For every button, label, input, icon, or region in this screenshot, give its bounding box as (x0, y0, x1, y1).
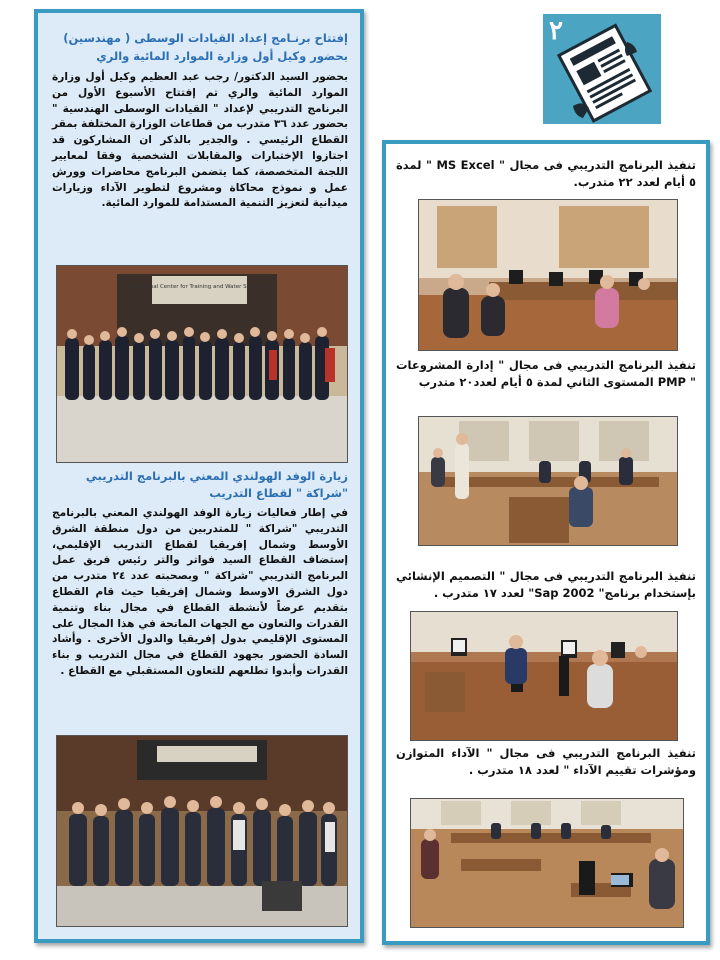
group-photo-building (56, 265, 348, 463)
article2-body: في إطار فعاليات زيارة الوفد الهولندي المعني بالبرنامج التدريبي "شراكة " للمتدربين من دول منطقة الشرق الأوسط وشمال إفريقيا لقطاع التدريب الإقليمي، إستضاف القطاع السيد فواتر والتر رئيس فريق عمل البرنامج التدريبي "شراكة " وبصحبته عدد ٢٤ متدرب من دول الشرق الاوسط وشمال إفريقيا حيث قام القطاع بتقديم عرضاً لأنشطة القطاع في مجال بناء وتنمية القدرات والتعاون مع الجهات المانحة في هذا المجال على المستوى الإقليمي بدول إفريقيا والدول الأخرى . وأشاد السادة الحضور بجهود القطاع في مجال التدريب و بناء القدرات وأبدوا تطلعهم للتعاون المستقبلي مع القطاع . (52, 507, 348, 677)
article1-body: بحضور السيد الدكتور/ رجب عبد العظيم وكيل أول وزارة الموارد المائية والري تم إفتتاح الأسبوع الأول من البرنامج التدريبي لإعداد " القيادات الوسطى الهندسية " بحضور عدد ٣٦ متدرب من قطاعات الوزارة المختلفة بمقر القطاع الرئيسي . والجدير بالذكر ان المشاركون قد اجتازوا الإختبارات والمقابلات الشخصية وفقا لمعايير اللجنة المتخصصة، كما يتضمن البرنامج محاضرات وورش عمل و نموذج محاكاة ومشروع لتطوير الآداء وزيارات ميدانية لتعزيز التنمية المستدامة للموارد المائية. (52, 71, 349, 210)
building-sign-text: Regional Center for Training and Water Studies (134, 284, 264, 290)
caption-balanced-performance: تنفيذ البرنامج التدريبي فى مجال " الآداء المتوازن ومؤشرات تقييم الآداء " لعدد ١٨ متدرب . (396, 746, 696, 777)
photo-sap2002-training (410, 611, 678, 741)
article1-title-line2: بحضور وكيل أول وزارة الموارد المائية والري (96, 49, 348, 63)
newspaper-icon (543, 14, 661, 124)
article1-title-line1: إفتتاح برنـامج إعداد القيادات الوسطى ( مهندسين) (63, 31, 348, 45)
caption-sap2002: تنفيذ البرنامج التدريبي فى مجال " التصميم الإنشائي بإستخدام برنامج" Sap 2002" لعدد ١٧ متدرب . (396, 569, 696, 600)
caption-ms-excel: تنفيذ البرنامج التدريبي فى مجال " MS Excel " لمدة ٥ أيام لعدد ٢٢ متدرب. (396, 158, 697, 189)
photo-pmp-training (418, 416, 678, 546)
article2-title: زيارة الوفد الهولندي المعني بالبرنامج التدريبي "شراكة " لقطاع التدريب (85, 469, 348, 500)
page-number: ٢ (549, 16, 563, 46)
delegation-group-photo (56, 735, 348, 927)
photo-ms-excel-training (418, 199, 678, 351)
page-number-badge (543, 14, 661, 124)
photo-balanced-performance-training (410, 798, 684, 928)
caption-pmp: تنفيذ البرنامج التدريبي فى مجال " إدارة المشروعات " PMP المستوى الثاني لمدة ٥ أيام لعدد٢٠ متدرب (396, 358, 696, 389)
